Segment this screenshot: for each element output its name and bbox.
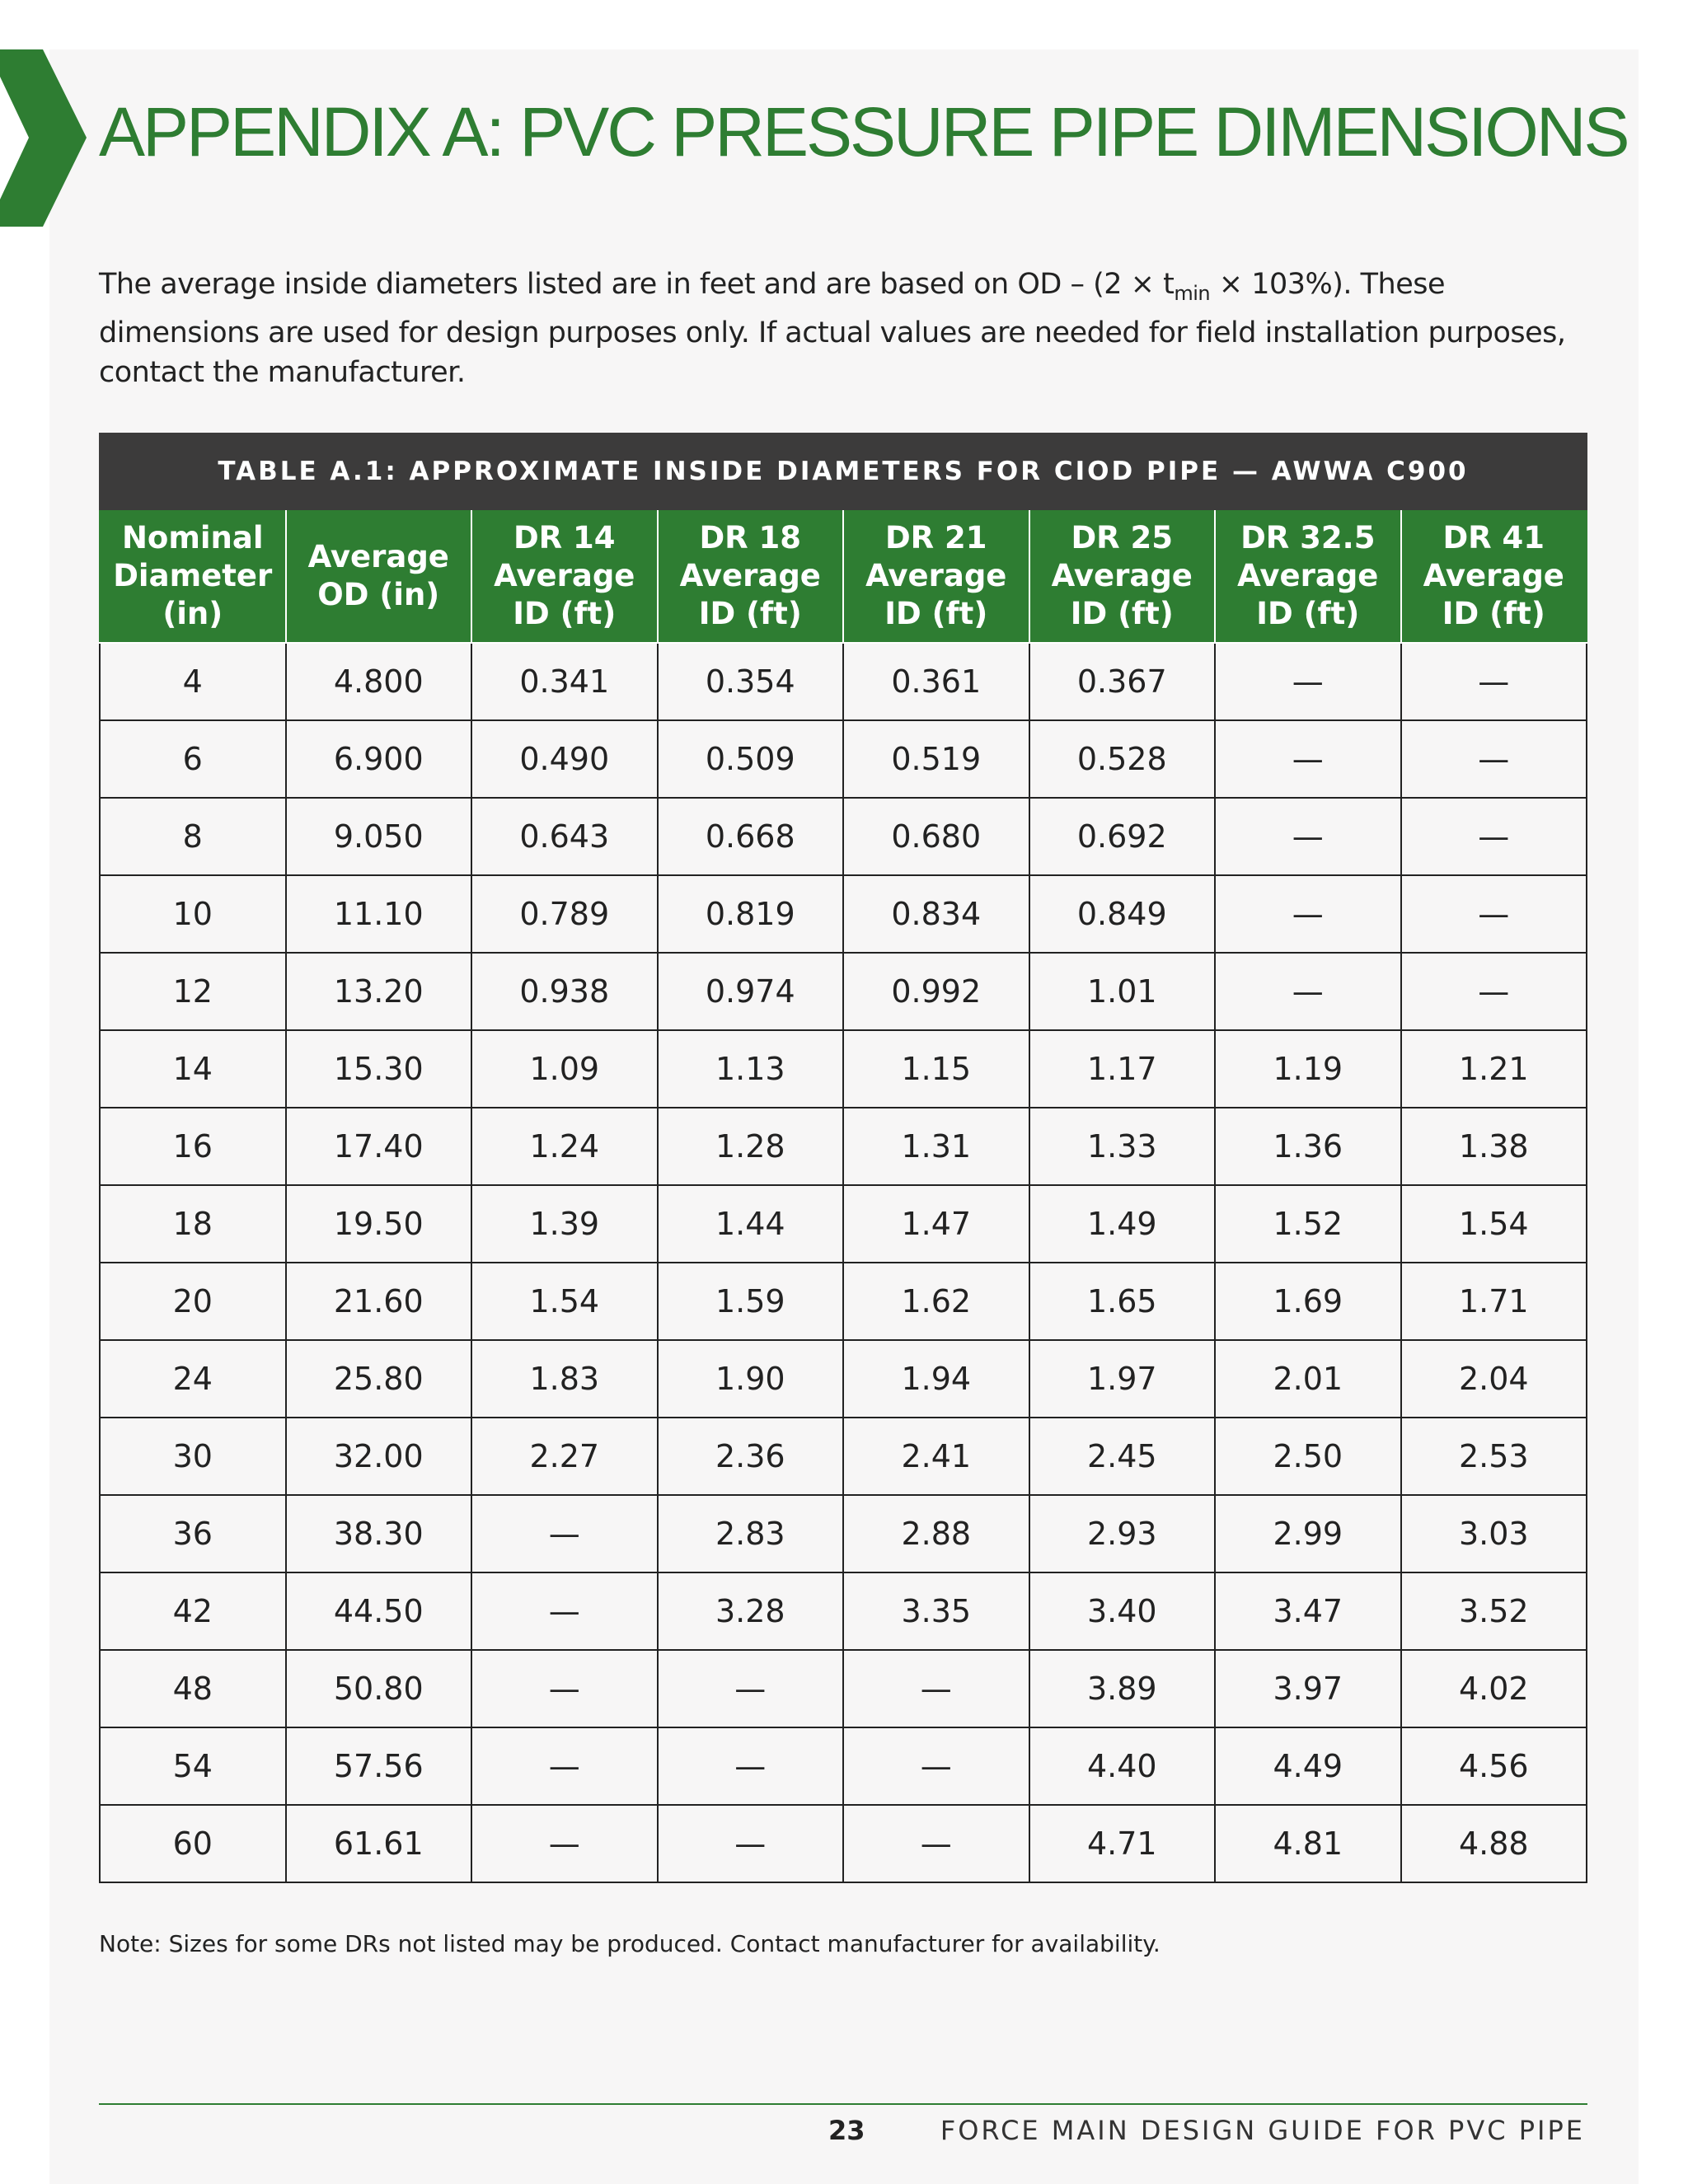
formula [1017, 268, 1343, 305]
table-cell: 1.36 [1215, 1108, 1401, 1185]
column-header-line: DR 14 [513, 520, 616, 555]
table-cell: — [471, 1727, 658, 1805]
table-cell: 0.490 [471, 720, 658, 798]
table-cell: 36 [100, 1495, 286, 1572]
table-cell: 1.59 [658, 1263, 844, 1340]
table-cell: 2.27 [471, 1418, 658, 1495]
column-header [286, 509, 472, 643]
table-cell: 44.50 [286, 1572, 472, 1650]
table-cell: 2.45 [1029, 1418, 1216, 1495]
column-header [658, 509, 844, 643]
table-cell: — [1215, 875, 1401, 953]
table-cell: 0.819 [658, 875, 844, 953]
table-cell: 0.367 [1029, 643, 1216, 720]
column-header [100, 509, 286, 643]
table-row [100, 798, 1587, 875]
table-cell: 1.09 [471, 1030, 658, 1108]
column-header-line: ID (ft) [1256, 596, 1360, 631]
table-cell: 4.56 [1401, 1727, 1587, 1805]
table-cell: 0.692 [1029, 798, 1216, 875]
column-header-line: DR 21 [884, 520, 987, 555]
table-body [100, 643, 1587, 1882]
table-cell: 4 [100, 643, 286, 720]
table-cell: 10 [100, 875, 286, 953]
table-cell: 25.80 [286, 1340, 472, 1418]
table-cell: 1.38 [1401, 1108, 1587, 1185]
table-cell: 3.35 [843, 1572, 1029, 1650]
table-cell: 0.834 [843, 875, 1029, 953]
table-row [100, 1418, 1587, 1495]
table-cell: 2.01 [1215, 1340, 1401, 1418]
table-cell: 2.99 [1215, 1495, 1401, 1572]
table-cell: 1.97 [1029, 1340, 1216, 1418]
column-header-line: Average [494, 558, 635, 593]
table-cell: 24 [100, 1340, 286, 1418]
table-cell: 4.02 [1401, 1650, 1587, 1727]
table-cell: 30 [100, 1418, 286, 1495]
column-header [1401, 509, 1587, 643]
table-cell: 0.974 [658, 953, 844, 1030]
table-cell: 0.938 [471, 953, 658, 1030]
table-cell: 0.509 [658, 720, 844, 798]
table-cell: 0.849 [1029, 875, 1216, 953]
table-cell: 1.28 [658, 1108, 844, 1185]
table-cell: — [471, 1495, 658, 1572]
table-row [100, 643, 1587, 720]
formula-head: OD – (2 × t [1017, 268, 1175, 301]
table-cell: 0.643 [471, 798, 658, 875]
table-row [100, 1650, 1587, 1727]
table-cell: 1.44 [658, 1185, 844, 1263]
table-cell: 1.54 [1401, 1185, 1587, 1263]
table-row [100, 1340, 1587, 1418]
column-header-line: DR 18 [699, 520, 802, 555]
table-cell: 16 [100, 1108, 286, 1185]
table-cell: — [1401, 643, 1587, 720]
table-cell: — [1401, 953, 1587, 1030]
table-cell: — [471, 1572, 658, 1650]
table-cell: — [471, 1805, 658, 1882]
table-cell: 13.20 [286, 953, 472, 1030]
column-header-line: Nominal [121, 520, 264, 555]
table-cell: 2.36 [658, 1418, 844, 1495]
table-cell: 11.10 [286, 875, 472, 953]
table-cell: 18 [100, 1185, 286, 1263]
table-cell: — [1215, 798, 1401, 875]
table-cell: — [658, 1727, 844, 1805]
table-row [100, 1495, 1587, 1572]
column-header-line: Average [1423, 558, 1564, 593]
table-cell: 38.30 [286, 1495, 472, 1572]
column-header-line: DR 32.5 [1240, 520, 1376, 555]
column-header-line: ID (ft) [884, 596, 988, 631]
table-cell: 0.992 [843, 953, 1029, 1030]
table-cell: 1.31 [843, 1108, 1029, 1185]
table-cell: 50.80 [286, 1650, 472, 1727]
table-cell: 4.71 [1029, 1805, 1216, 1882]
table-cell: 1.13 [658, 1030, 844, 1108]
column-header [471, 509, 658, 643]
table-cell: 1.71 [1401, 1263, 1587, 1340]
table-cell: 2.50 [1215, 1418, 1401, 1495]
table-cell: 60 [100, 1805, 286, 1882]
intro-paragraph [99, 265, 1591, 392]
table-row [100, 1805, 1587, 1882]
table-cell: 14 [100, 1030, 286, 1108]
table-cell: 1.15 [843, 1030, 1029, 1108]
table-cell: 3.52 [1401, 1572, 1587, 1650]
table-cell: 1.33 [1029, 1108, 1216, 1185]
table-cell: 3.47 [1215, 1572, 1401, 1650]
table-cell: 1.17 [1029, 1030, 1216, 1108]
table-cell: — [471, 1650, 658, 1727]
column-header-line: DR 25 [1071, 520, 1174, 555]
table-cell: 2.83 [658, 1495, 844, 1572]
table-cell: 6.900 [286, 720, 472, 798]
table-cell: 54 [100, 1727, 286, 1805]
column-header-line: ID (ft) [513, 596, 617, 631]
table-cell: 1.90 [658, 1340, 844, 1418]
table-header-row [100, 509, 1587, 643]
table-row [100, 875, 1587, 953]
table-cell: — [1215, 720, 1401, 798]
table-cell: 4.81 [1215, 1805, 1401, 1882]
table-cell: 4.40 [1029, 1727, 1216, 1805]
chevron-right-icon [0, 49, 91, 227]
column-header-line: DR 41 [1442, 520, 1545, 555]
table-cell: 20 [100, 1263, 286, 1340]
table-cell: — [658, 1650, 844, 1727]
dimensions-table [99, 433, 1587, 1883]
table-cell: — [843, 1805, 1029, 1882]
table-cell: 4.88 [1401, 1805, 1587, 1882]
table-row [100, 1108, 1587, 1185]
table-cell: 3.40 [1029, 1572, 1216, 1650]
table-cell: 0.519 [843, 720, 1029, 798]
table-cell: 0.668 [658, 798, 844, 875]
table-cell: 1.24 [471, 1108, 658, 1185]
formula-subscript: min [1174, 282, 1211, 305]
column-header-line: OD (in) [317, 577, 440, 612]
table-cell: 2.88 [843, 1495, 1029, 1572]
table-cell: 1.54 [471, 1263, 658, 1340]
table-cell: 8 [100, 798, 286, 875]
table-row [100, 953, 1587, 1030]
footer-document-title: FORCE MAIN DESIGN GUIDE FOR PVC PIPE [940, 2115, 1585, 2146]
table-cell: 12 [100, 953, 286, 1030]
table-cell: 1.21 [1401, 1030, 1587, 1108]
table-cell: 2.53 [1401, 1418, 1587, 1495]
table-cell: 3.97 [1215, 1650, 1401, 1727]
table-cell: 3.89 [1029, 1650, 1216, 1727]
table-cell: — [1401, 798, 1587, 875]
table-cell: — [658, 1805, 844, 1882]
table-cell: 2.41 [843, 1418, 1029, 1495]
column-header [1215, 509, 1401, 643]
table-cell: 1.83 [471, 1340, 658, 1418]
column-header-line: (in) [162, 596, 223, 631]
table-cell: 3.28 [658, 1572, 844, 1650]
table-note: Note: Sizes for some DRs not listed may be produced. Contact manufacturer for availability. [99, 1930, 1160, 1957]
column-header-line: ID (ft) [1070, 596, 1174, 631]
table-cell: 48 [100, 1650, 286, 1727]
table-cell: 21.60 [286, 1263, 472, 1340]
table-cell: — [1401, 720, 1587, 798]
column-header [843, 509, 1029, 643]
intro-text-end: . These dimensions are used for design purposes only. If actual values are needed for field installation purposes, contact the manufacturer. [99, 268, 1566, 389]
column-header-line: Diameter [113, 558, 273, 593]
table-cell: 0.680 [843, 798, 1029, 875]
table-cell: 17.40 [286, 1108, 472, 1185]
intro-text-start: The average inside diameters listed are in feet and are based on [99, 268, 1018, 301]
table-row [100, 1572, 1587, 1650]
table-cell: 15.30 [286, 1030, 472, 1108]
table-cell: 42 [100, 1572, 286, 1650]
table-cell: 0.361 [843, 643, 1029, 720]
column-header-line: Average [1237, 558, 1379, 593]
table-cell: 6 [100, 720, 286, 798]
column-header-line: ID (ft) [1442, 596, 1545, 631]
column-header-line: Average [307, 539, 449, 574]
column-header [1029, 509, 1216, 643]
table-cell: 0.354 [658, 643, 844, 720]
table-cell: 2.04 [1401, 1340, 1587, 1418]
table-cell: 1.62 [843, 1263, 1029, 1340]
table-cell: 1.65 [1029, 1263, 1216, 1340]
table-cell: — [843, 1727, 1029, 1805]
table-cell: — [843, 1650, 1029, 1727]
table-row [100, 1727, 1587, 1805]
footer-divider [99, 2103, 1587, 2105]
table-cell: 4.800 [286, 643, 472, 720]
table-cell: 1.47 [843, 1185, 1029, 1263]
table-cell: 1.39 [471, 1185, 658, 1263]
table-cell: 4.49 [1215, 1727, 1401, 1805]
table-cell: 61.61 [286, 1805, 472, 1882]
table-cell: 1.69 [1215, 1263, 1401, 1340]
column-header-line: ID (ft) [698, 596, 802, 631]
table-cell: 19.50 [286, 1185, 472, 1263]
table-cell: 1.49 [1029, 1185, 1216, 1263]
table-cell: — [1215, 643, 1401, 720]
table-cell: 1.94 [843, 1340, 1029, 1418]
column-header-line: Average [1051, 558, 1193, 593]
table-row [100, 1030, 1587, 1108]
table-cell: 32.00 [286, 1418, 472, 1495]
table-cell: 1.52 [1215, 1185, 1401, 1263]
table-cell: 0.528 [1029, 720, 1216, 798]
table-cell: 0.789 [471, 875, 658, 953]
table-row [100, 720, 1587, 798]
dimensions-table-container [99, 433, 1587, 1883]
table-cell: — [1215, 953, 1401, 1030]
table-caption: TABLE A.1: APPROXIMATE INSIDE DIAMETERS FOR CIOD PIPE — AWWA C900 [100, 434, 1587, 509]
column-header-line: Average [865, 558, 1007, 593]
table-cell: 3.03 [1401, 1495, 1587, 1572]
table-cell: 1.01 [1029, 953, 1216, 1030]
table-cell: 2.93 [1029, 1495, 1216, 1572]
table-cell: 9.050 [286, 798, 472, 875]
page-title: APPENDIX A: PVC PRESSURE PIPE DIMENSIONS [99, 93, 1628, 171]
table-cell: 1.19 [1215, 1030, 1401, 1108]
table-cell: 57.56 [286, 1727, 472, 1805]
table-row [100, 1263, 1587, 1340]
formula-tail: × 103%) [1210, 268, 1343, 301]
table-cell: — [1401, 875, 1587, 953]
column-header-line: Average [679, 558, 821, 593]
table-cell: 0.341 [471, 643, 658, 720]
page-number: 23 [828, 2115, 865, 2146]
table-row [100, 1185, 1587, 1263]
